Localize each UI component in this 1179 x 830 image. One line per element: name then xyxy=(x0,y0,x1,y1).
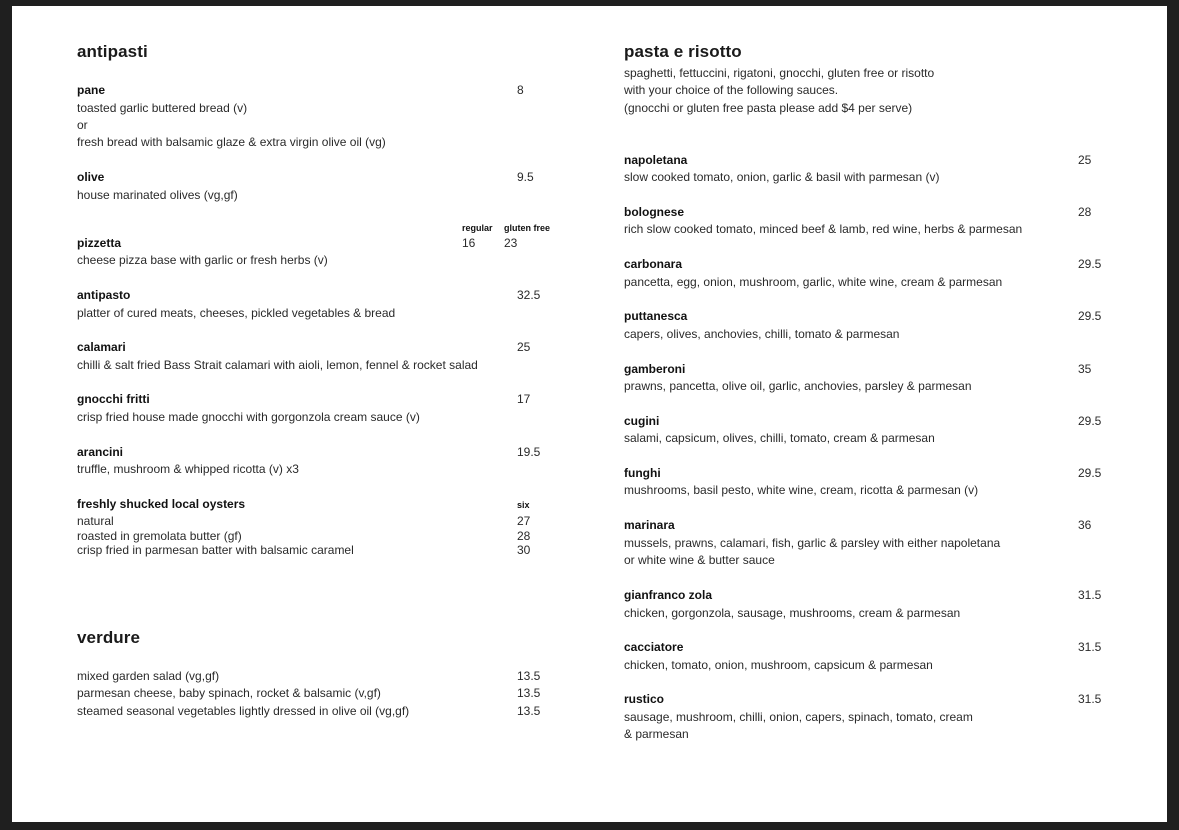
pasta-intro-line: with your choice of the following sauces. xyxy=(624,83,839,97)
pasta-item-price: 31.5 xyxy=(1078,692,1102,706)
pasta-intro-line: (gnocchi or gluten free pasta please add $4 per serve) xyxy=(624,101,913,115)
oysters-name: freshly shucked local oysters xyxy=(77,497,246,511)
arancini-price: 19.5 xyxy=(517,445,541,459)
pasta-item-desc: rich slow cooked tomato, minced beef & lamb, red wine, herbs & parmesan xyxy=(624,222,1023,236)
pane-desc-2: or xyxy=(77,118,88,132)
pasta-item-price: 29.5 xyxy=(1078,309,1102,323)
pasta-item-name: cacciatore xyxy=(624,640,684,654)
pasta-heading: pasta e risotto xyxy=(624,42,742,61)
pasta-item-desc: sausage, mushroom, chilli, onion, capers, spinach, tomato, cream xyxy=(624,710,973,724)
pasta-item-price: 29.5 xyxy=(1078,466,1102,480)
gnocchi-fritti-name: gnocchi fritti xyxy=(77,392,150,406)
gnocchi-fritti-price: 17 xyxy=(517,392,531,406)
pane-desc-3: fresh bread with balsamic glaze & extra virgin olive oil (vg) xyxy=(77,135,386,149)
pasta-item-price: 31.5 xyxy=(1078,640,1102,654)
antipasti-heading: antipasti xyxy=(77,42,148,61)
pasta-item-desc: prawns, pancetta, olive oil, garlic, anchovies, parsley & parmesan xyxy=(624,379,972,393)
gnocchi-fritti-desc: crisp fried house made gnocchi with gorgonzola cream sauce (v) xyxy=(77,410,420,424)
pasta-item-desc: slow cooked tomato, onion, garlic & basil with parmesan (v) xyxy=(624,170,940,184)
pasta-item-price: 36 xyxy=(1078,518,1092,532)
oyster-desc: crisp fried in parmesan batter with balsamic caramel xyxy=(77,543,354,557)
pasta-item-desc: pancetta, egg, onion, mushroom, garlic, white wine, cream & parmesan xyxy=(624,275,1003,289)
pasta-intro-line: spaghetti, fettuccini, rigatoni, gnocchi, gluten free or risotto xyxy=(624,66,935,80)
pasta-item-price: 29.5 xyxy=(1078,414,1102,428)
pasta-item-name: gianfranco zola xyxy=(624,588,713,602)
pizzetta-price-gf: 23 xyxy=(504,236,518,250)
oyster-price: 27 xyxy=(517,514,531,528)
pizzetta-name: pizzetta xyxy=(77,236,122,250)
calamari-desc: chilli & salt fried Bass Strait calamari with aioli, lemon, fennel & rocket salad xyxy=(77,358,478,372)
verdure-item-desc: parmesan cheese, baby spinach, rocket & balsamic (v,gf) xyxy=(77,686,381,700)
oysters-six-header: six xyxy=(517,500,530,510)
verdure-heading: verdure xyxy=(77,628,141,647)
pasta-item-desc: or white wine & butter sauce xyxy=(624,553,775,567)
pasta-item-name: puttanesca xyxy=(624,309,688,323)
arancini-name: arancini xyxy=(77,445,124,459)
pasta-item-desc: salami, capsicum, olives, chilli, tomato, cream & parmesan xyxy=(624,431,935,445)
pizzetta-desc: cheese pizza base with garlic or fresh herbs (v) xyxy=(77,253,328,267)
pasta-item-name: rustico xyxy=(624,692,665,706)
pasta-item-desc: chicken, tomato, onion, mushroom, capsicum & parmesan xyxy=(624,658,933,672)
pasta-item-desc: mushrooms, basil pesto, white wine, cream, ricotta & parmesan (v) xyxy=(624,483,979,497)
verdure-item-price: 13.5 xyxy=(517,704,541,718)
arancini-desc: truffle, mushroom & whipped ricotta (v) x3 xyxy=(77,462,299,476)
verdure-item-desc: steamed seasonal vegetables lightly dressed in olive oil (vg,gf) xyxy=(77,704,410,718)
pasta-item-desc: capers, olives, anchovies, chilli, tomato & parmesan xyxy=(624,327,900,341)
calamari-price: 25 xyxy=(517,340,531,354)
pane-price: 8 xyxy=(517,83,524,97)
verdure-item-price: 13.5 xyxy=(517,686,541,700)
olive-price: 9.5 xyxy=(517,170,534,184)
olive-desc: house marinated olives (vg,gf) xyxy=(77,188,238,202)
oyster-desc: natural xyxy=(77,514,114,528)
pasta-item-price: 25 xyxy=(1078,153,1092,167)
oyster-price: 28 xyxy=(517,529,531,543)
pane-desc-1: toasted garlic buttered bread (v) xyxy=(77,101,248,115)
pasta-item-price: 35 xyxy=(1078,362,1092,376)
pasta-item-name: funghi xyxy=(624,466,661,480)
pizzetta-gf-header: gluten free xyxy=(504,223,551,233)
pasta-item-price: 31.5 xyxy=(1078,588,1102,602)
antipasto-price: 32.5 xyxy=(517,288,541,302)
pizzetta-price-regular: 16 xyxy=(462,236,476,250)
oyster-desc: roasted in gremolata butter (gf) xyxy=(77,529,242,543)
menu-page xyxy=(12,6,1167,822)
verdure-item-desc: mixed garden salad (vg,gf) xyxy=(77,669,220,683)
pasta-item-desc: mussels, prawns, calamari, fish, garlic & parsley with either napoletana xyxy=(624,536,1001,550)
pasta-item-price: 28 xyxy=(1078,205,1092,219)
pasta-item-name: bolognese xyxy=(624,205,685,219)
antipasto-desc: platter of cured meats, cheeses, pickled vegetables & bread xyxy=(77,306,396,320)
pasta-item-desc: chicken, gorgonzola, sausage, mushrooms, cream & parmesan xyxy=(624,606,961,620)
pasta-item-name: cugini xyxy=(624,414,660,428)
pasta-item-name: gamberoni xyxy=(624,362,686,376)
pasta-item-name: napoletana xyxy=(624,153,688,167)
verdure-item-price: 13.5 xyxy=(517,669,541,683)
calamari-name: calamari xyxy=(77,340,126,354)
pasta-item-price: 29.5 xyxy=(1078,257,1102,271)
antipasto-name: antipasto xyxy=(77,288,131,302)
pasta-item-desc: & parmesan xyxy=(624,727,689,741)
olive-name: olive xyxy=(77,170,105,184)
oyster-price: 30 xyxy=(517,543,531,557)
pasta-item-name: carbonara xyxy=(624,257,683,271)
pane-name: pane xyxy=(77,83,106,97)
pizzetta-regular-header: regular xyxy=(462,223,493,233)
pasta-item-name: marinara xyxy=(624,518,675,532)
